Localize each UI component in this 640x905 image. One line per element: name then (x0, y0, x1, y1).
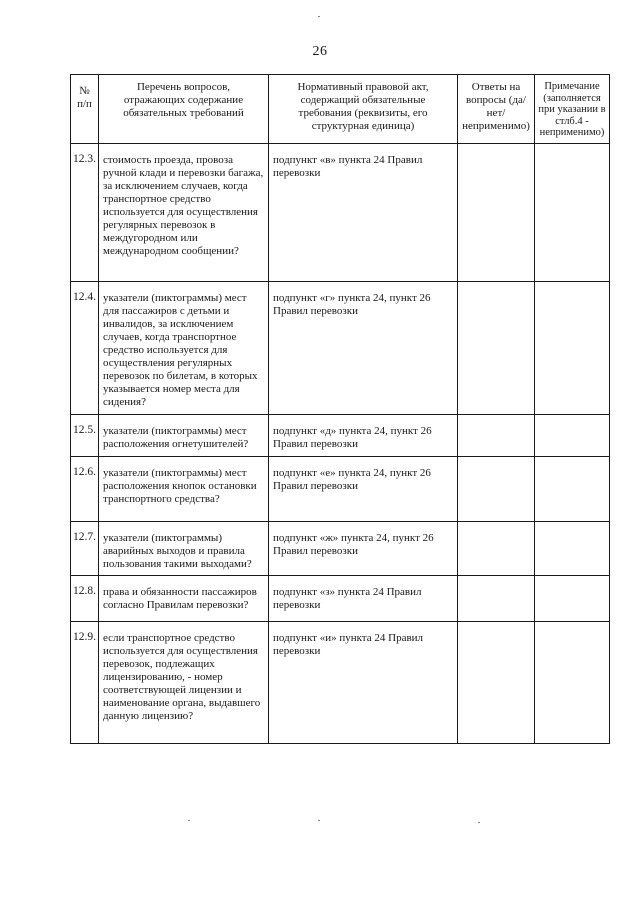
header-question: Перечень вопросов, отражающих содержание обязательных требований (99, 75, 269, 144)
table-row (71, 521, 610, 575)
row-number: 12.3. (71, 143, 99, 281)
requirements-checklist-table (70, 74, 610, 744)
legal-act-cell: подпункт «е» пункта 24, пункт 26 Правил перевозки (269, 456, 458, 521)
answer-cell[interactable] (458, 414, 535, 456)
legal-act-cell: подпункт «г» пункта 24, пункт 26 Правил перевозки (269, 281, 458, 414)
note-cell[interactable] (535, 456, 610, 521)
question-cell: указатели (пиктограммы) мест расположения огнетушителей? (99, 414, 269, 456)
table-header-row (71, 75, 610, 144)
answer-cell[interactable] (458, 456, 535, 521)
note-cell[interactable] (535, 281, 610, 414)
note-cell[interactable] (535, 143, 610, 281)
answer-cell[interactable] (458, 521, 535, 575)
note-cell[interactable] (535, 575, 610, 621)
table-row (71, 414, 610, 456)
question-cell: стоимость проезда, провоза ручной клади и перевозки багажа, за исключением случаев, когда транспортное средство используется для осуществления регулярных перевозок в междугородном или международном сообщении? (99, 143, 269, 281)
legal-act-cell: подпункт «и» пункта 24 Правил перевозки (269, 621, 458, 743)
page-number: 26 (312, 44, 328, 59)
note-cell[interactable] (535, 621, 610, 743)
legal-act-cell: подпункт «д» пункта 24, пункт 26 Правил перевозки (269, 414, 458, 456)
row-number: 12.8. (71, 575, 99, 621)
scan-speck (188, 820, 190, 821)
table-row (71, 143, 610, 281)
legal-act-cell: подпункт «з» пункта 24 Правил перевозки (269, 575, 458, 621)
header-answer: Ответы на вопросы (да/нет/ неприменимо) (458, 75, 535, 144)
answer-cell[interactable] (458, 143, 535, 281)
note-cell[interactable] (535, 414, 610, 456)
legal-act-cell: подпункт «ж» пункта 24, пункт 26 Правил перевозки (269, 521, 458, 575)
row-number: 12.9. (71, 621, 99, 743)
question-cell: права и обязанности пассажиров согласно Правилам перевозки? (99, 575, 269, 621)
row-number: 12.7. (71, 521, 99, 575)
table-row (71, 281, 610, 414)
row-number: 12.5. (71, 414, 99, 456)
scan-speck (478, 822, 480, 823)
header-note: Примечание (заполняется при указании в стлб.4 - неприменимо) (535, 75, 610, 144)
table-row (71, 621, 610, 743)
scan-speck (318, 820, 320, 821)
legal-act-cell: подпункт «в» пункта 24 Правил перевозки (269, 143, 458, 281)
answer-cell[interactable] (458, 621, 535, 743)
question-cell: указатели (пиктограммы) мест расположения кнопок остановки транспортного средства? (99, 456, 269, 521)
answer-cell[interactable] (458, 281, 535, 414)
note-cell[interactable] (535, 521, 610, 575)
question-cell: если транспортное средство используется для осуществления перевозок, подлежащих лицензированию, - номер соответствующей лицензии и наименование органа, выдавшего данную лицензию? (99, 621, 269, 743)
table-row (71, 456, 610, 521)
row-number: 12.4. (71, 281, 99, 414)
header-num: № п/п (71, 75, 99, 144)
table-row (71, 575, 610, 621)
row-number: 12.6. (71, 456, 99, 521)
header-act: Нормативный правовой акт, содержащий обязательные требования (реквизиты, его структурная единица) (269, 75, 458, 144)
question-cell: указатели (пиктограммы) мест для пассажиров с детьми и инвалидов, за исключением случаев, когда транспортное средство используется для осуществления регулярных перевозок по билетам, в которых указывается номер места для сидения? (99, 281, 269, 414)
question-cell: указатели (пиктограммы) аварийных выходов и правила пользования такими выходами? (99, 521, 269, 575)
scan-speck (318, 16, 320, 17)
answer-cell[interactable] (458, 575, 535, 621)
